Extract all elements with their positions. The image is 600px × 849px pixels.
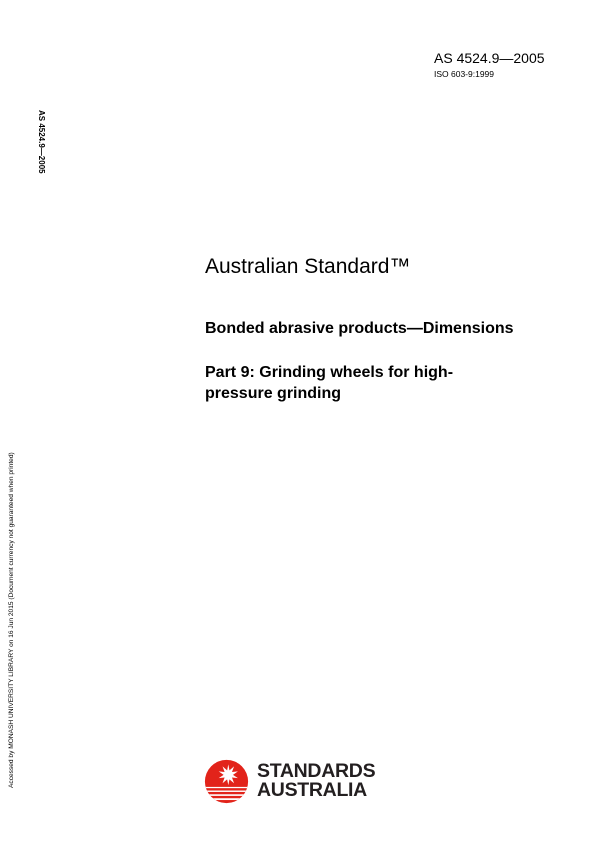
logo-wordmark bbox=[257, 762, 375, 800]
star-circle-icon bbox=[204, 759, 249, 804]
logo-line-1: STANDARDS bbox=[257, 760, 376, 782]
part-title-line-1: Part 9: Grinding wheels for high- bbox=[205, 364, 454, 381]
logo-line-2: AUSTRALIA bbox=[257, 779, 367, 801]
standard-label: Australian Standard™ bbox=[205, 255, 411, 278]
document-part-title bbox=[205, 362, 525, 404]
document-title: Bonded abrasive products—Dimensions bbox=[205, 320, 514, 337]
side-standard-code: AS 4524.9—2005 bbox=[37, 110, 46, 174]
part-title-line-2: pressure grinding bbox=[205, 385, 342, 402]
access-notice: Accessed by MONASH UNIVERSITY LIBRARY on 16 Jun 2015 (Document currency not guaranteed when printed) bbox=[8, 452, 15, 788]
iso-number: ISO 603-9:1999 bbox=[434, 69, 495, 79]
standard-number: AS 4524.9—2005 bbox=[434, 50, 545, 66]
standards-australia-logo bbox=[204, 756, 374, 806]
